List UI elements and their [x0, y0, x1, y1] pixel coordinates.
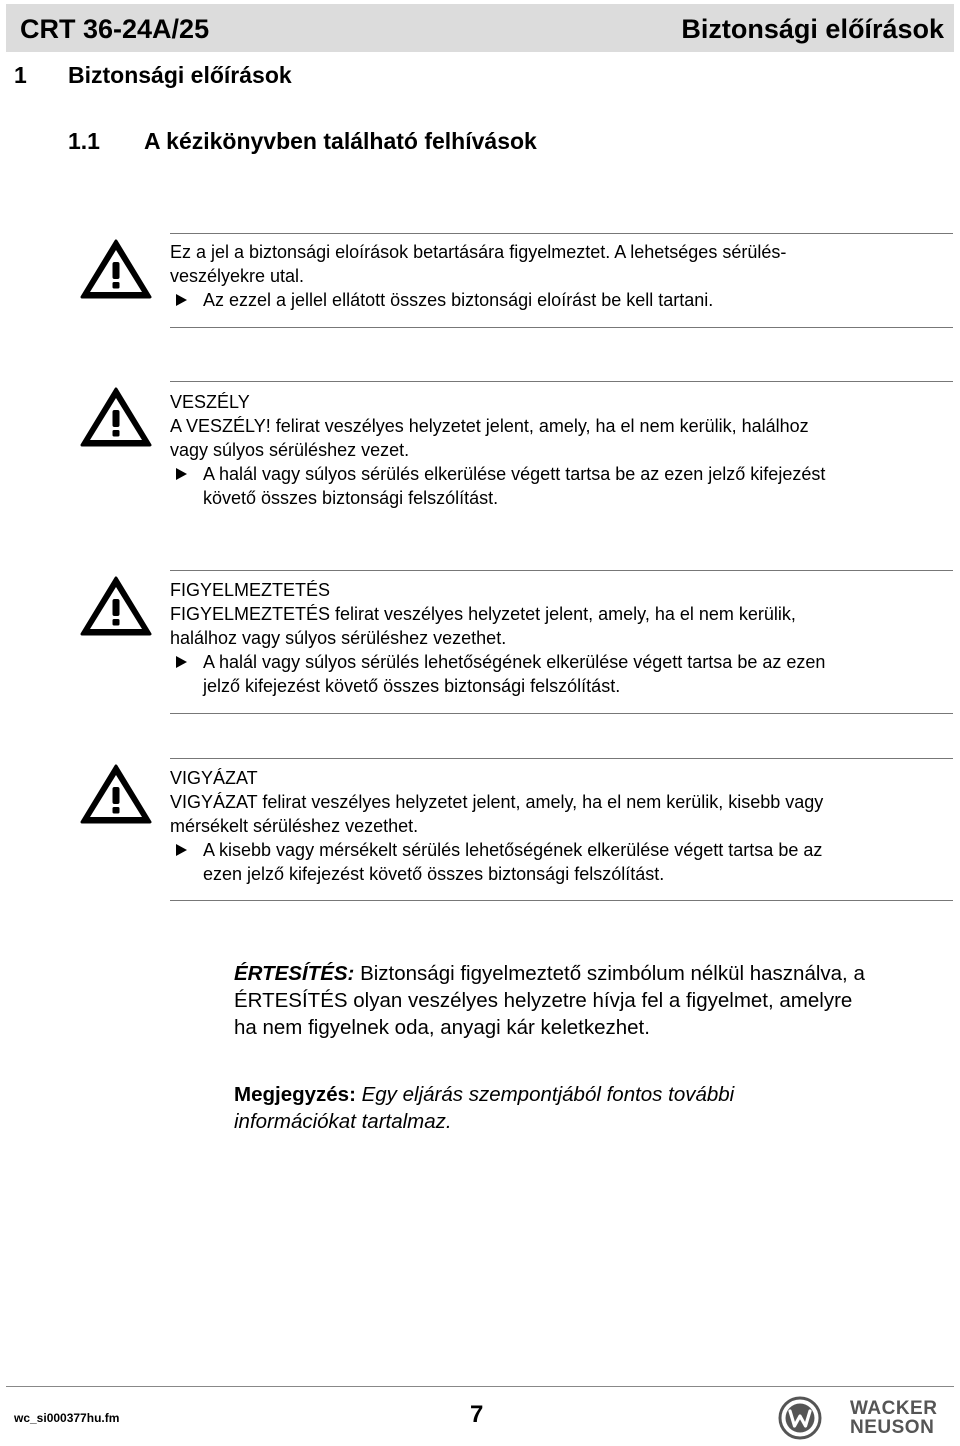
brand-logo-text: WACKER NEUSON — [850, 1398, 938, 1438]
notice-line: VIGYÁZAT felirat veszélyes helyzetet jelent, amely, ha el nem kerülik, kisebb vagy — [170, 792, 824, 812]
notice-line: halálhoz vagy súlyos sérüléshez vezethet. — [170, 628, 507, 648]
instruction-step: A kisebb vagy mérsékelt sérülés lehetőségének elkerülése végett tartsa be az ezen jelző kifejezést követő összes biztonsági felszólítást. — [170, 838, 950, 886]
warning-triangle-icon — [80, 238, 152, 300]
divider — [170, 758, 953, 759]
instruction-step: A halál vagy súlyos sérülés lehetőségének elkerülése végett tartsa be az ezen jelző kifejezést követő összes biztonsági felszólítást. — [170, 650, 950, 698]
ertesites-text: ha nem figyelnek oda, anyagi kár keletkezhet. — [234, 1016, 650, 1039]
header-chapter: Biztonsági előírások — [681, 14, 944, 44]
megjegyzes-label: Megjegyzés: — [234, 1083, 356, 1106]
step-bullet-icon — [176, 656, 187, 668]
megjegyzes-text: Egy eljárás szempontjából fontos további — [355, 1083, 735, 1106]
ertesites-text: ÉRTESÍTÉS olyan veszélyes helyzetre hívja fel a figyelmet, amelyre — [234, 989, 853, 1012]
notice-body — [170, 766, 950, 886]
divider — [170, 327, 953, 328]
divider — [170, 381, 953, 382]
signal-word: VESZÉLY — [170, 392, 250, 412]
notice-body — [170, 240, 950, 312]
instruction-step: A halál vagy súlyos sérülés elkerülése végett tartsa be az ezen jelző kifejezést követő összes biztonsági felszólítást. — [170, 462, 950, 510]
notice-line: A VESZÉLY! felirat veszélyes helyzetet jelent, amely, ha el nem kerülik, halálhoz — [170, 416, 809, 436]
megjegyzes-text: információkat tartalmaz. — [234, 1110, 452, 1133]
notice-general — [0, 233, 960, 329]
notice-line: vagy súlyos sérüléshez vezet. — [170, 440, 410, 460]
notice-line: Ez a jel a biztonsági eloírások betartására figyelmeztet. A lehetséges sérülés- — [170, 242, 787, 262]
notice-line: veszélyekre utal. — [170, 266, 305, 286]
header-model: CRT 36-24A/25 — [20, 14, 210, 44]
notice-line: FIGYELMEZTETÉS felirat veszélyes helyzetet jelent, amely, ha el nem kerülik, — [170, 604, 796, 624]
divider — [170, 570, 953, 571]
step-bullet-icon — [176, 294, 187, 306]
note-megjegyzes — [234, 1081, 950, 1135]
section-title: Biztonsági előírások — [68, 62, 292, 88]
warning-triangle-icon — [80, 575, 152, 637]
section-title: A kézikönyvben található felhívások — [144, 128, 537, 154]
ertesites-text: Biztonsági figyelmeztető szimbólum nélkül használva, a — [354, 962, 865, 985]
footer-divider — [6, 1386, 954, 1387]
signal-word: FIGYELMEZTETÉS — [170, 580, 331, 600]
notice-veszely — [0, 381, 960, 521]
notice-line: mérsékelt sérüléshez vezethet. — [170, 816, 419, 836]
notice-body — [170, 578, 950, 698]
footer-filename: wc_si000377hu.fm — [14, 1411, 120, 1425]
signal-word: VIGYÁZAT — [170, 768, 258, 788]
notice-figyelmeztetes — [0, 570, 960, 715]
divider — [170, 713, 953, 714]
notice-ertesites — [234, 960, 950, 1041]
step-bullet-icon — [176, 468, 187, 480]
step-bullet-icon — [176, 844, 187, 856]
ertesites-label: ÉRTESÍTÉS: — [234, 962, 355, 985]
wacker-neuson-logo-icon — [778, 1396, 822, 1440]
section-heading-1-1 — [68, 128, 537, 155]
page-number: 7 — [470, 1401, 484, 1428]
section-number: 1 — [14, 62, 27, 88]
divider — [170, 900, 953, 901]
warning-triangle-icon — [80, 386, 152, 448]
section-heading-1 — [14, 62, 292, 89]
instruction-step: Az ezzel a jellel ellátott összes biztonsági eloírást be kell tartani. — [170, 288, 950, 312]
warning-triangle-icon — [80, 763, 152, 825]
notice-body — [170, 390, 950, 510]
divider — [170, 233, 953, 234]
notice-vigyazat — [0, 758, 960, 901]
page-header — [6, 4, 954, 52]
section-number: 1.1 — [68, 128, 100, 154]
